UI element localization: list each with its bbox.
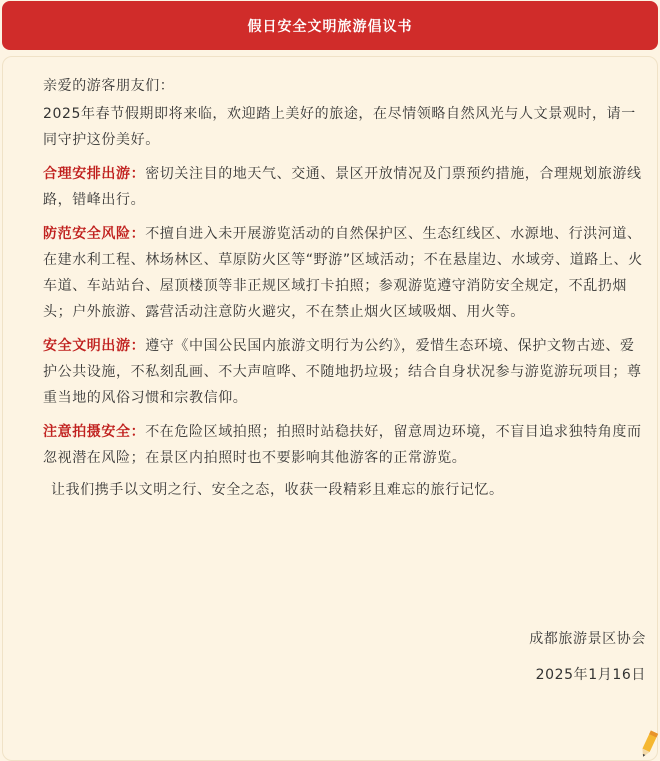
- greeting: 亲爱的游客朋友们：: [43, 78, 175, 94]
- section-label: 合理安排出游：: [43, 166, 146, 182]
- section-text: 遵守《中国公民国内旅游文明行为公约》，爱惜生态环境、保护文物古迹、爱护公共设施，不私刻乱画、不大声喧哗、不随地扔垃圾；结合自身状况参与游览游玩项目；尊重当地的风俗习惯和宗教信仰。: [43, 338, 642, 406]
- pencil-icon: [638, 727, 660, 761]
- section-plan-trip: [43, 161, 645, 213]
- section-label: 防范安全风险：: [43, 226, 146, 242]
- header-banner: [2, 1, 658, 50]
- section-prevent-risk: [43, 221, 645, 325]
- section-text: 不擅自进入未开展游览活动的自然保护区、生态红线区、水源地、行洪河道、在建水利工程、林场林区、草原防火区等“野游”区域活动；不在悬崖边、水域旁、道路上、火车道、车站站台、屋顶楼顶等非正规区域打卡拍照；参观游览遵守消防安全规定，不乱扔烟头；户外旅游、露营活动注意防火避灾，不在禁止烟火区域吸烟、用火等。: [43, 226, 643, 320]
- letter-body: [43, 73, 645, 503]
- letter-date: 2025年1月16日: [535, 667, 646, 683]
- signature: 成都旅游景区协会: [529, 631, 646, 647]
- closing-paragraph: 让我们携手以文明之行、安全之态，收获一段精彩且难忘的旅行记忆。: [51, 482, 504, 498]
- intro-paragraph: 2025年春节假期即将来临，欢迎踏上美好的旅途，在尽情领略自然风光与人文景观时，请一同守护这份美好。: [43, 106, 636, 148]
- section-civilized-travel: [43, 333, 645, 411]
- page-title: 假日安全文明旅游倡议书: [247, 18, 413, 35]
- section-text: 密切关注目的地天气、交通、景区开放情况及门票预约措施，合理规划旅游线路，错峰出行。: [43, 166, 642, 208]
- section-label: 安全文明出游：: [43, 338, 146, 354]
- section-photo-safety: [43, 419, 645, 471]
- section-label: 注意拍摄安全：: [43, 424, 146, 440]
- section-text: 不在危险区域拍照；拍照时站稳扶好，留意周边环境，不盲目追求独特角度而忽视潜在风险；在景区内拍照时也不要影响其他游客的正常游览。: [43, 424, 642, 466]
